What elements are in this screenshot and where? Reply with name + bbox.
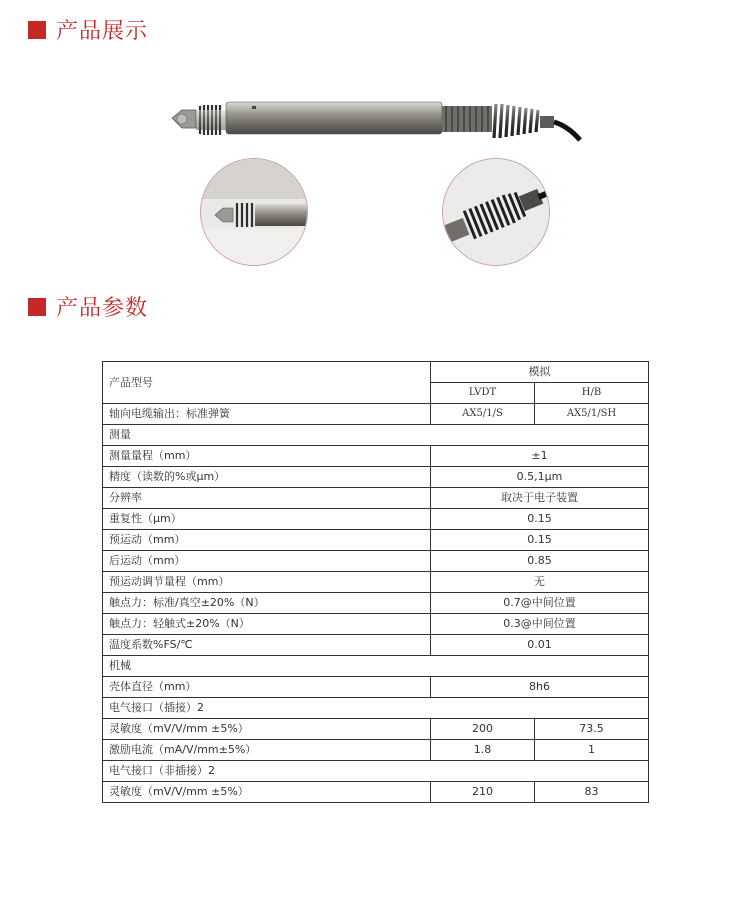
title-marker-square — [28, 21, 46, 39]
product-sensor-image — [0, 60, 750, 180]
section-label-cell: 电气接口（插接）2 — [103, 698, 649, 719]
table-row — [103, 782, 649, 803]
table-row — [103, 740, 649, 761]
params-table — [102, 361, 649, 803]
hb-value-cell: 83 — [535, 782, 649, 803]
row-label-cell: 重复性（μm） — [103, 509, 431, 530]
params-section-title-text: 产品参数 — [56, 296, 149, 321]
hb-value-cell: 1 — [535, 740, 649, 761]
row-label-cell: 预运动调节量程（mm） — [103, 572, 431, 593]
lvdt-value-cell: AX5/1/S — [431, 404, 535, 425]
table-section-row — [103, 656, 649, 677]
section-label-cell: 测量 — [103, 425, 649, 446]
row-label-cell: 测量量程（mm） — [103, 446, 431, 467]
row-label-cell: 激励电流（mA/V/mm±5%） — [103, 740, 431, 761]
row-label-cell: 预运动（mm） — [103, 530, 431, 551]
table-row — [103, 551, 649, 572]
table-row — [103, 614, 649, 635]
lvdt-value-cell: 200 — [431, 719, 535, 740]
row-value-cell: 8h6 — [431, 677, 649, 698]
row-value-cell: 0.5,1μm — [431, 467, 649, 488]
table-row — [103, 593, 649, 614]
lvdt-value-cell: 1.8 — [431, 740, 535, 761]
row-value-cell: 取决于电子装置 — [431, 488, 649, 509]
row-label-cell: 灵敏度（mV/V/mm ±5%） — [103, 782, 431, 803]
tip-closeup-image — [200, 158, 308, 266]
table-row — [103, 572, 649, 593]
display-section-title — [28, 14, 148, 45]
row-value-cell: 0.3@中间位置 — [431, 614, 649, 635]
table-row — [103, 530, 649, 551]
section-label-cell: 机械 — [103, 656, 649, 677]
params-section-title — [28, 291, 148, 322]
table-section-row — [103, 761, 649, 782]
row-value-cell: 无 — [431, 572, 649, 593]
table-section-row — [103, 425, 649, 446]
row-label-cell: 后运动（mm） — [103, 551, 431, 572]
group-header-cell: 模拟 — [431, 362, 649, 383]
model-label-cell: 产品型号 — [103, 362, 431, 404]
hb-value-cell: 73.5 — [535, 719, 649, 740]
product-image-area — [0, 60, 750, 280]
table-header-row — [103, 362, 649, 383]
row-value-cell: 0.15 — [431, 509, 649, 530]
row-label-cell: 壳体直径（mm） — [103, 677, 431, 698]
spring-closeup-image — [442, 158, 550, 266]
row-label-cell: 分辨率 — [103, 488, 431, 509]
row-label-cell: 触点力：轻触式±20%（N） — [103, 614, 431, 635]
row-label-cell: 灵敏度（mV/V/mm ±5%） — [103, 719, 431, 740]
display-section-title-text: 产品展示 — [56, 19, 149, 44]
section-label-cell: 电气接口（非插接）2 — [103, 761, 649, 782]
table-row — [103, 404, 649, 425]
table-row — [103, 635, 649, 656]
table-section-row — [103, 698, 649, 719]
col-lvdt-header: LVDT — [431, 383, 535, 404]
table-row — [103, 446, 649, 467]
title-marker-square — [28, 298, 46, 316]
col-hb-header: H/B — [535, 383, 649, 404]
table-row — [103, 488, 649, 509]
row-label-cell: 精度（读数的%或μm） — [103, 467, 431, 488]
table-row — [103, 719, 649, 740]
table-row — [103, 677, 649, 698]
row-value-cell: 0.15 — [431, 530, 649, 551]
table-row — [103, 509, 649, 530]
row-label-cell: 触点力：标准/真空±20%（N） — [103, 593, 431, 614]
table-row — [103, 467, 649, 488]
row-value-cell: 0.7@中间位置 — [431, 593, 649, 614]
hb-value-cell: AX5/1/SH — [535, 404, 649, 425]
row-value-cell: 0.01 — [431, 635, 649, 656]
row-value-cell: 0.85 — [431, 551, 649, 572]
row-label-cell: 温度系数%FS/℃ — [103, 635, 431, 656]
row-label-cell: 轴向电缆输出：标准弹簧 — [103, 404, 431, 425]
lvdt-value-cell: 210 — [431, 782, 535, 803]
row-value-cell: ±1 — [431, 446, 649, 467]
